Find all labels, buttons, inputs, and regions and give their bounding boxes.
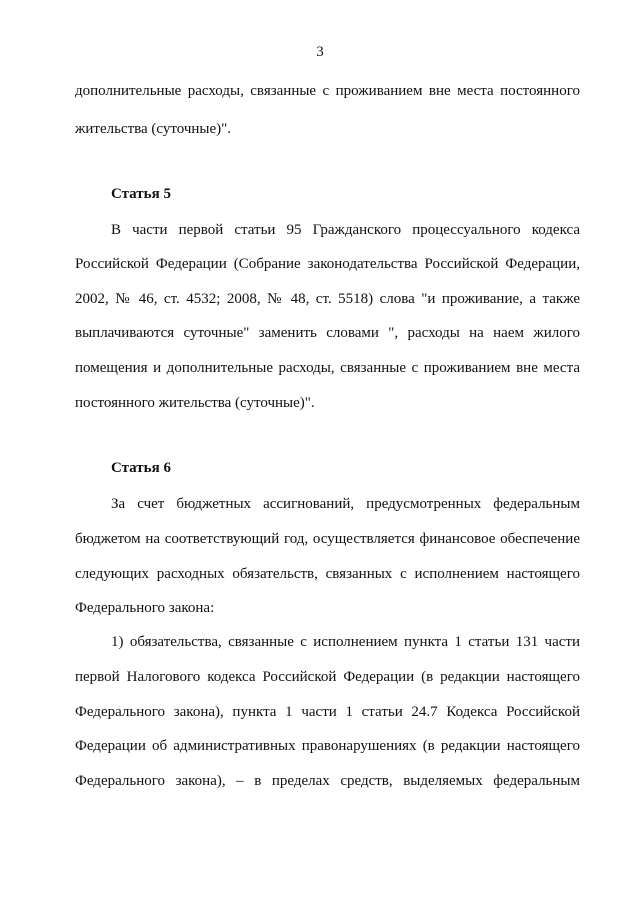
article-6-paragraph-1-line: Федерального закона: <box>75 600 215 616</box>
article-6-paragraph-2-line: первой Налогового кодекса Российской Федерации (в редакции настоящего <box>75 669 580 685</box>
page-number: 3 <box>316 44 324 60</box>
article-5-heading: Статья 5 <box>111 186 171 202</box>
article-6-paragraph-1-line: бюджетом на соответствующий год, осуществляется финансовое обеспечение <box>75 531 580 547</box>
intro-line: дополнительные расходы, связанные с проживанием вне места постоянного <box>75 83 580 99</box>
article-6-heading: Статья 6 <box>111 460 171 476</box>
intro-line: жительства (суточные)". <box>75 121 232 137</box>
article-6-paragraph-1-line: За счет бюджетных ассигнований, предусмотренных федеральным <box>111 496 580 512</box>
article-5-line: В части первой статьи 95 Гражданского процессуального кодекса <box>111 222 580 238</box>
article-6-paragraph-2-line: Федерации об административных правонарушениях (в редакции настоящего <box>75 738 580 754</box>
article-6-paragraph-2-line: Федерального закона), пункта 1 части 1 статьи 24.7 Кодекса Российской <box>75 704 580 720</box>
article-6-paragraph-2-line: Федерального закона), – в пределах средств, выделяемых федеральным <box>75 773 580 789</box>
article-5-line: постоянного жительства (суточные)". <box>75 395 315 411</box>
article-5-line: выплачиваются суточные" заменить словами ", расходы на наем жилого <box>75 325 580 341</box>
article-5-line: Российской Федерации (Собрание законодательства Российской Федерации, <box>75 256 580 272</box>
article-6-paragraph-2-line: 1) обязательства, связанные с исполнением пункта 1 статьи 131 части <box>111 634 580 650</box>
article-5-line: помещения и дополнительные расходы, связанные с проживанием вне места <box>75 360 580 376</box>
article-6-paragraph-1-line: следующих расходных обязательств, связанных с исполнением настоящего <box>75 566 580 582</box>
article-5-line: 2002, № 46, ст. 4532; 2008, № 48, ст. 5518) слова "и проживание, а также <box>75 291 580 307</box>
